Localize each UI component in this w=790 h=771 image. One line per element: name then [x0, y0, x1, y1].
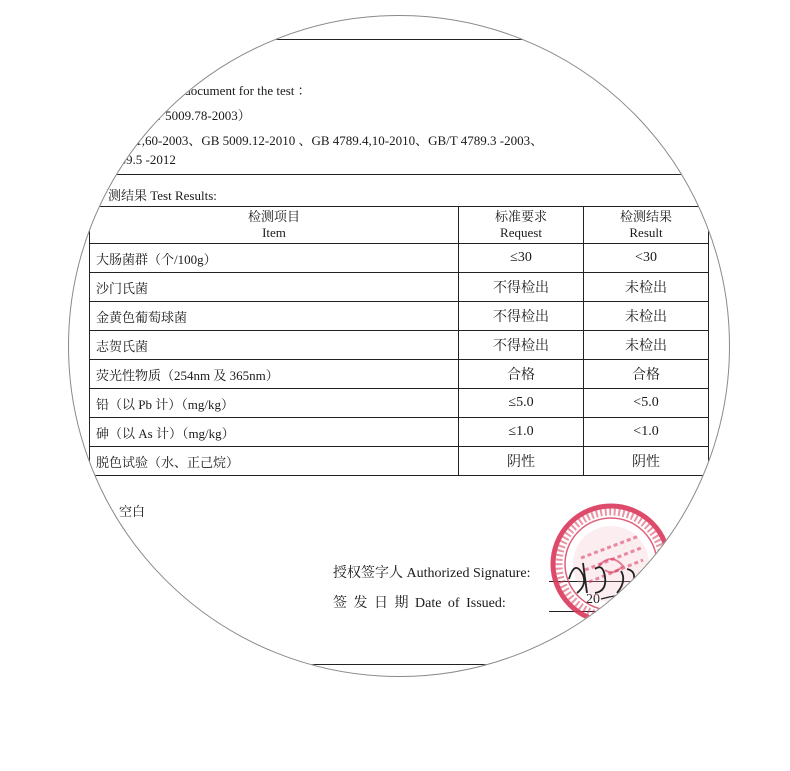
section-rule	[71, 174, 730, 175]
table-row	[90, 418, 709, 447]
header-request-en: Request	[500, 225, 542, 240]
table-header-row	[90, 207, 709, 244]
row-item: 荧光性物质（254nm 及 365nm）	[90, 360, 459, 389]
row-request: 不得检出	[459, 331, 584, 360]
row-result: 未检出	[584, 331, 709, 360]
row-item: 大肠菌群（个/100g）	[90, 244, 459, 273]
row-result: 阴性	[584, 447, 709, 476]
table-row	[90, 273, 709, 302]
row-item: 砷（以 As 计）（mg/kg）	[90, 418, 459, 447]
magnifier-lens	[68, 15, 730, 677]
row-request: ≤30	[459, 244, 584, 273]
table-row	[90, 331, 709, 360]
date-issued-value: 20	[586, 592, 600, 607]
row-result: 合格	[584, 360, 709, 389]
header-item-zh: 检测项目	[247, 209, 300, 224]
row-request: 合格	[459, 360, 584, 389]
handwritten-signature	[561, 549, 671, 609]
results-heading: 测结果 Test Results:	[108, 188, 217, 203]
results-table	[89, 206, 709, 476]
header-item	[90, 207, 459, 244]
header-result-en: Result	[629, 225, 663, 240]
row-request: ≤5.0	[459, 389, 584, 418]
top-rule	[71, 39, 730, 40]
blank-note: 空白	[119, 504, 146, 519]
row-item: 沙门氏菌	[90, 273, 459, 302]
reference-line-1: nce document for the test ：	[163, 83, 311, 98]
reference-line-4: 789.5 -2012	[113, 152, 176, 167]
row-result: <5.0	[584, 389, 709, 418]
header-result	[584, 207, 709, 244]
row-request: 阴性	[459, 447, 584, 476]
table-row	[90, 244, 709, 273]
document-page	[68, 15, 730, 677]
reference-line-2: ）（GB/T 5009.78-2003）	[113, 108, 251, 123]
row-request: ≤1.0	[459, 418, 584, 447]
header-item-en: Item	[262, 225, 286, 240]
row-result: 未检出	[584, 302, 709, 331]
row-result: <30	[584, 244, 709, 273]
table-row	[90, 302, 709, 331]
reference-line-3: 09.11,60-2003、GB 5009.12-2010 、GB 4789.4,10-2010、GB/T 4789.3 -2003、	[113, 133, 544, 148]
row-result: <1.0	[584, 418, 709, 447]
row-request: 不得检出	[459, 302, 584, 331]
row-item: 金黄色葡萄球菌	[90, 302, 459, 331]
row-result: 未检出	[584, 273, 709, 302]
table-row	[90, 389, 709, 418]
authorized-signature-label: 授权签字人 Authorized Signature:	[333, 566, 531, 581]
row-item: 脱色试验（水、正己烷）	[90, 447, 459, 476]
row-request: 不得检出	[459, 273, 584, 302]
row-item: 志贺氏菌	[90, 331, 459, 360]
date-issued-label: 签 发 日 期 Date of Issued:	[333, 596, 506, 611]
table-row	[90, 360, 709, 389]
table-row	[90, 447, 709, 476]
header-result-zh: 检测结果	[619, 209, 672, 224]
row-item: 铅（以 Pb 计）（mg/kg）	[90, 389, 459, 418]
header-request	[459, 207, 584, 244]
bottom-rule	[71, 664, 730, 665]
header-request-zh: 标准要求	[494, 209, 547, 224]
